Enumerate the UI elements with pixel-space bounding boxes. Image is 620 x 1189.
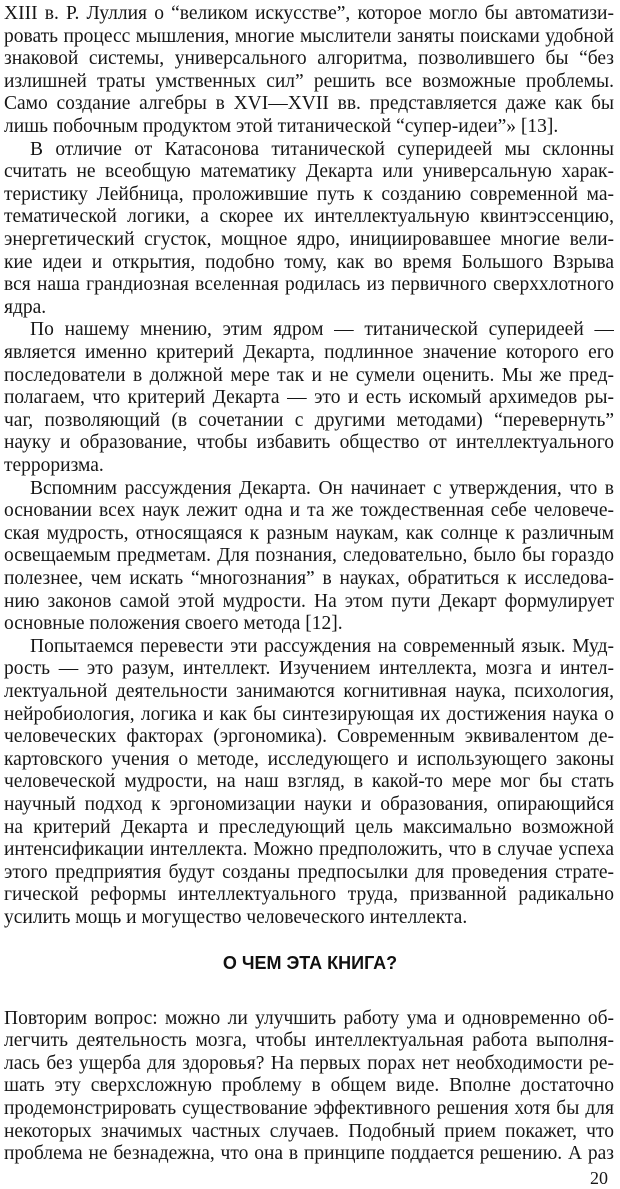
text-line: В отличие от Катасонова титанической суперидеей мы склонны [30, 138, 614, 160]
text-line: ядра. [4, 296, 47, 318]
text-line: нию законов самой этой мудрости. На этом пути Декарт формулирует [4, 590, 614, 612]
text-line: считать не всеобщую математику Декарта или универсальную харак- [4, 161, 614, 183]
text-line: теристику Лейбница, проложившие путь к созданию современной ма- [4, 183, 614, 205]
text-line: человеческих факторах (эргономика). Современным эквивалентом де- [4, 726, 614, 748]
text-line: последователи в должной мере так и не сумели оценить. Мы же пред- [4, 364, 614, 386]
text-line: продемонстрировать существование эффективного решения хотя бы для [4, 1098, 614, 1119]
text-line: излишней траты умственных сил” решить все возможные проблемы. [4, 70, 614, 92]
text-line: терроризма. [4, 455, 104, 476]
page-number: 20 [590, 1167, 608, 1188]
text-line: шать эту сверхсложную проблему в общем виде. Вполне достаточно [4, 1075, 614, 1097]
text-line: ская мудрость, относящаяся к разным наукам, как солнце к различным [4, 522, 614, 544]
text-line: картовского учения о методе, исследующего и использующего законы [4, 748, 614, 770]
text-line: кие идеи и открытия, подобно тому, как во время Большого Взрыва [4, 251, 614, 273]
text-line: вся наша грандиозная вселенная родилась из первичного сверххлотного [4, 274, 614, 296]
text-line: лась без ущерба для здоровья? На первых порах нет необходимости ре- [4, 1052, 614, 1074]
text-line: на критерий Декарта и преследующий цель максимально возможной [4, 816, 614, 838]
text-line: По нашему мнению, этим ядром — титанической суперидеей — [30, 319, 614, 341]
text-line: полагаем, что критерий Декарта — это и есть искомый архимедов ры- [4, 387, 614, 409]
text-line: научный подход к эргономизации науки и образования, опирающийся [4, 794, 614, 815]
text-line: основные положения своего метода [12]. [4, 613, 343, 635]
text-line: науку и образование, чтобы избавить общество от интеллектуального [4, 432, 614, 454]
text-line: энергетический сгусток, мощное ядро, инициировавшее многие вели- [4, 229, 614, 250]
text-line: интенсификации интеллекта. Можно предположить, что в случае успеха [4, 839, 614, 861]
text-line: усилить мощь и могущество человеческого интеллекта. [4, 907, 468, 928]
text-line: чаг, позволяющий (в сочетании с другими методами) “перевернуть” [4, 409, 614, 431]
text-line: лектуальной деятельности занимаются когнитивная наука, психология, [4, 681, 614, 702]
text-line: основании всех наук лежит одна и та же тождественная себе человече- [4, 500, 614, 522]
text-line: рость — это разум, интеллект. Изучением интеллекта, мозга и интел- [4, 658, 614, 680]
section-heading: О ЧЕМ ЭТА КНИГА? [222, 952, 398, 973]
text-line: ровать процесс мышления, многие мыслители заняты поисками удобной [4, 25, 614, 47]
text-line: гической реформы интеллектуального труда, призванной радикально [4, 884, 614, 906]
text-line: Попытаемся перевести эти рассуждения на современный язык. Муд- [30, 635, 614, 657]
text-line: XIII в. Р. Луллия о “великом искусстве”, которое могло бы автоматизи- [4, 3, 614, 24]
text-line: полезнее, чем искать “многознания” в науках, обратиться к исследова- [4, 568, 614, 589]
text-line: Вспомним рассуждения Декарта. Он начинает с утверждения, что в [30, 477, 614, 499]
text-line: лишь побочным продуктом этой титанической “супер-идеи”» [13]. [4, 116, 559, 137]
text-line: знаковой системы, универсального алгоритма, позволившего бы “без [4, 48, 614, 70]
text-line: легчить деятельность мозга, чтобы интеллектуальная работа выполня- [4, 1030, 614, 1052]
text-line: некоторых значимых частных случаев. Подобный прием покажет, что [4, 1120, 614, 1142]
text-line: тематической логики, а скорее их интеллектуальную квинтэссенцию, [4, 206, 614, 228]
text-line: нейробиология, логика и как бы синтезирующая их достижения наука о [4, 703, 614, 725]
text-line: этого предприятия будут созданы предпосылки для проведения страте- [4, 861, 614, 883]
text-line: освещаемым предметам. Для познания, следовательно, было бы гораздо [4, 545, 614, 567]
text-line: Повторим вопрос: можно ли улучшить работу ума и одновременно об- [4, 1007, 614, 1029]
text-line: проблема не безнадежна, что она в принципе поддается решению. А раз [4, 1143, 614, 1165]
text-line: человеческой мудрости, на наш взгляд, в какой-то мере мог бы стать [4, 771, 614, 793]
text-line: является именно критерий Декарта, подлинное значение которого его [4, 342, 614, 363]
text-line: Само создание алгебры в XVI—XVII вв. представляется даже как бы [4, 93, 614, 115]
